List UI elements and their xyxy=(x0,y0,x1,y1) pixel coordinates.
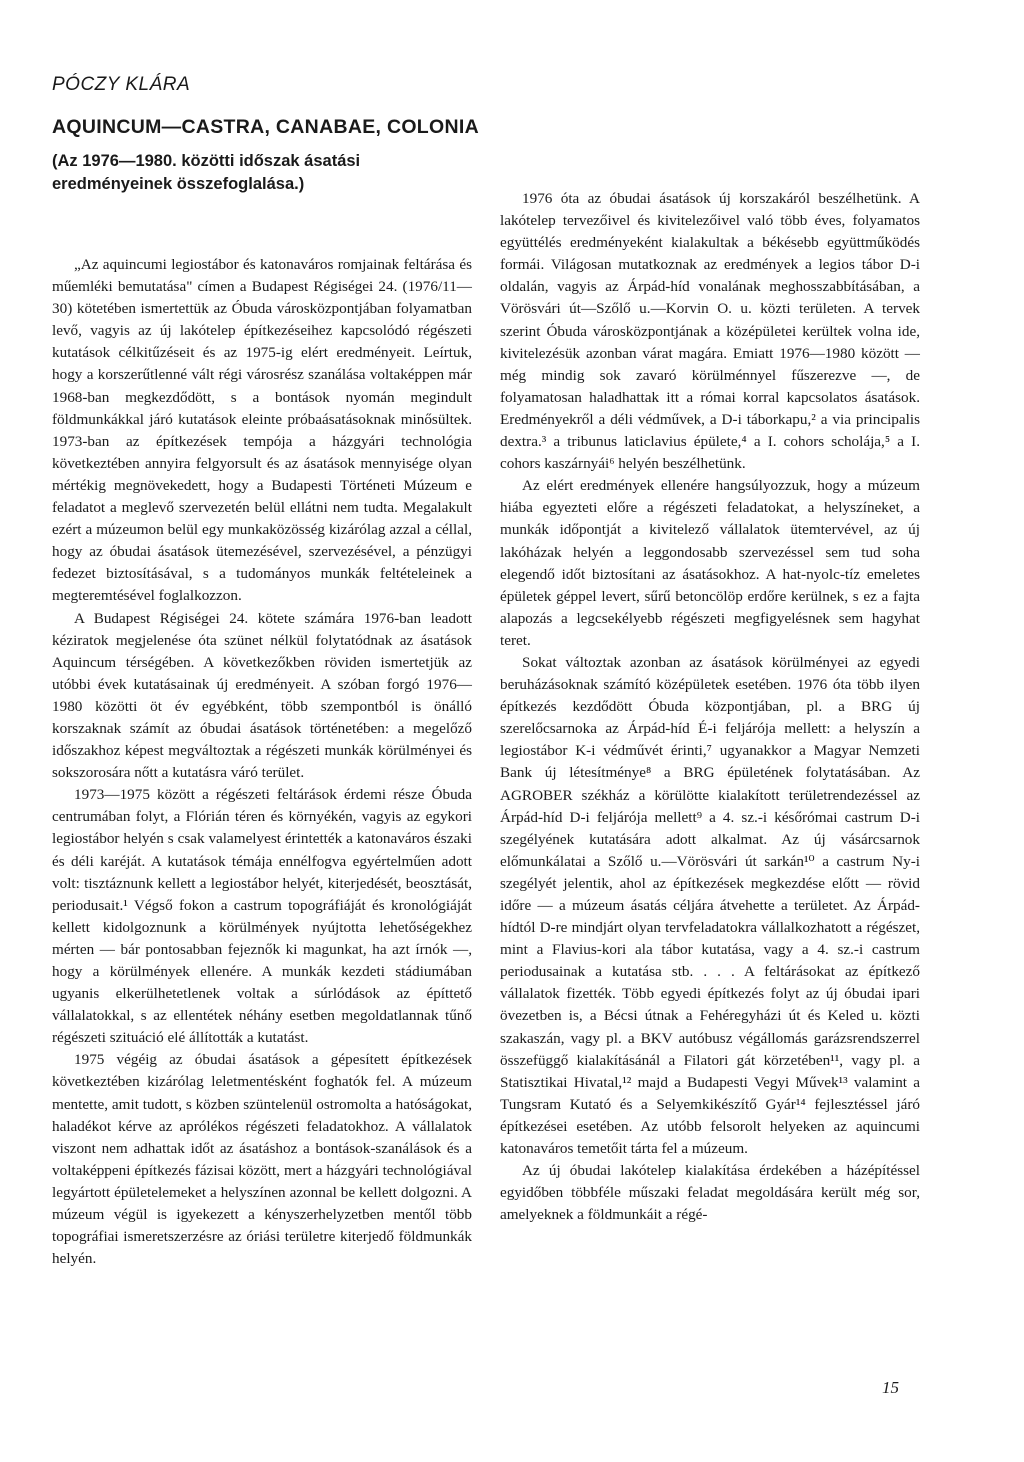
paragraph: 1975 végéig az óbudai ásatások a gépesített építkezések következtében kizárólag leletmentésként foghatók fel. A múzeum mentette, amit tudott, s közben szüntelenül ostromolta a hatóságokat, haladékot kérve az aprólékos régészeti feladatokhoz. A vállalatok viszont nem adhattak időt az ásatáshoz a bontások-szanálások és a voltaképpeni építkezés fázisai között, mert a házgyári technológiával legyártott épületelemeket a helyszínen azonnal be kellett dolgozni. A múzeum végül is igyekezett a kényszerhelyzetben mentől több topográfiai ismeretszerzésre az óriási területre kiterjedő földmunkák helyén. xyxy=(52,1051,472,1268)
page-number: 15 xyxy=(882,1378,899,1397)
paragraph: Az elért eredmények ellenére hangsúlyozzuk, hogy a múzeum hiába egyezteti előre a régészeti feladatokat, a helyszíneket, a munkák időpontját a kivitelező vállalatok ütemtervével, az új lakóházak helyén a leggondosabb szervezéssel sem tud soha elegendő időt biztosítani az ásatásokhoz. A hat-nyolc-tíz emeletes épületek géppel levert, sűrű betoncölöp erdőre kerülnek, s ez a fajta alapozás a legcsekélyebb régészeti megfigyelésnek sem hagyhat teret. xyxy=(500,477,920,649)
paragraph: Sokat változtak azonban az ásatások körülményei az egyedi beruházásoknak számító középületek esetében. 1976 óta több ilyen építkezés kezdődött Óbuda központjában, pl. a BRG új szerelőcsarnoka az Árpád-híd É-i feljárója mellett: a helyszín a legiostábor K-i védművét érinti,⁷ ugyanakkor a Magyar Nemzeti Bank új létesítménye⁸ a BRG épületének folytatásában. Az AGROBER székház a körülötte kialakított területrendezéssel az Árpád-híd D-i feljárója mellett⁹ a 4. sz.-i későrómai castrum D-i szegélyének kutatására adott alkalmat. Az új vásárcsarnok előmunkálatai a Szőlő u.—Vörösvári út sarkán¹⁰ a castrum Ny-i szegélyét jelentik, ahol az építkezések megkezdése előtt — rövid időre — a múzeum ásatás céljára átvehette a területet. Az Árpád-hídtól D-re mindjárt olyan tervfeladatokra vállalkozhatott a régészet, mint a Flavius-kori ala tábor kutatása, vagy a 4. sz.-i castrum periodusainak a kutatása stb. . . . A feltárásokat az építkező vállalatok fizették. Több egyedi építkezés folyt az új óbudai ipari övezetben is, a Bécsi útnak a Fehéregyházi út és Keled u. közti szakaszán, vagy pl. a BKV autóbusz végállomás garázsrendszerrel összefüggő kialakításánál a Filatori gát körzetében¹¹, vagy pl. a Statisztikai Hivatal,¹² majd a Budapesti Vegyi Művek¹³ valamint a Tungsram Kutató és a Selyemkikészítő Gyár¹⁴ fejlesztéssel járó építkezései esetében. Az utóbb felsorolt helyeken az aquincumi katonaváros temetőit tárta fel a múzeum. xyxy=(500,653,920,1158)
right-column xyxy=(500,188,920,1226)
paragraph: 1973—1975 között a régészeti feltárások érdemi része Óbuda centrumában folyt, a Flórián téren és környékén, vagyis az egykori legiostábor helyén s csak valamelyest érintették a katonaváros északi és déli karéját. A kutatások témája ennélfogva egyértelműen adott volt: tisztáznunk kellett a legiostábor helyét, kiterjedését, beosztását, periodusait.¹ Végső fokon a castrum topográfiáját és kronológiáját kellett kidolgoznunk a körülmények nyújtotta lehetőségekhez mérten — bár pontosabban fejeznők ki magunkat, ha azt írnók —, hogy a körülmények ellenére. A munkák kezdeti stádiumában ugyanis elkerülhetetlenek voltak a súrlódások az építtető vállalatokkal, s az ellentétek néhány esetben megoldatlannak tűnő régészeti szituáció elé állították a kutatást. xyxy=(52,786,472,1047)
article-subtitle: (Az 1976—1980. közötti időszak ásatási eredményeinek összefoglalása.) xyxy=(52,152,361,193)
article-title: AQUINCUM—CASTRA, CANABAE, COLONIA xyxy=(52,116,479,138)
paragraph: A Budapest Régiségei 24. kötete számára 1976-ban leadott kéziratok megjelenése óta szünet nélkül folytatódnak az ásatások Aquincum térségében. A következőkben röviden ismertetjük az utóbbi évek kutatásainak új eredményeit. A szóban forgó 1976—1980 közötti öt év egyébként, több szempontból is önálló korszaknak számít az óbudai ásatások történetében: a megelőző időszakhoz képest megváltoztak a régészeti munkák körülményei és sokszorosára nőtt a kutatásra váró terület. xyxy=(52,609,472,782)
left-column xyxy=(52,254,472,1270)
paragraph: 1976 óta az óbudai ásatások új korszakáról beszélhetünk. A lakótelep tervezőivel és kivitelezőivel való több éves, folyamatos együttélés eredményeként kialakultak a békésebb együttműködés formái. Világosan mutatkoznak az eredmények a legios tábor D-i oldalán, vagyis az Árpád-híd vonalának meghosszabbításában, a Vörösvári út—Szőlő u.—Korvin O. u. közti területen. A tervek szerint Óbuda városközpontjának a középületei kerültek volna ide, kivitelezésük azonban várat magára. Emiatt 1976—1980 között — még mindig sok zavaró körülménnyel fűszerezve —, de folyamatosan haladhattak itt a római korral kapcsolatos ásatások. Eredményekről a déli védművek, a D-i táborkapu,² a via principalis dextra.³ a tribunus laticlavius épülete,⁴ a I. cohors scholája,⁵ a I. cohors kaszárnyái⁶ helyén beszélhetünk. xyxy=(500,190,920,473)
paragraph: „Az aquincumi legiostábor és katonaváros romjainak feltárása és műemléki bemutatása" címen a Budapest Régiségei 24. (1976/11—30) kötetében ismertettük az Óbuda városközpontjában folyamatban levő, vagyis az új lakótelep építkezéseihez kapcsolódó régészeti kutatások célkitűzéseit és az 1975-ig elért eredményeit. Leírtuk, hogy a korszerűtlenné vált régi városrész szanálása voltaképpen már 1968-ban megkezdődött, s a bontások nyomán megindult földmunkákkal járó kutatások eleinte próbaásatásoknak minősültek. 1973-ban az építkezések tempója a házgyári technológia következtében annyira felgyorsult és az ásatások mennyisége olyan mértékig megnövekedett, hogy a Budapesti Történeti Múzeum e feladatot a meglevő szervezetén belül ellátni nem tudta. Megalakult ezért a múzeumon belül egy munkaközösség kizárólag azzal a céllal, hogy az óbudai ásatások ütemezésével, szervezésével, a pénzügyi fedezet biztosításával, s a tudományos munkák feltételeinek a megteremtésével foglalkozzon. xyxy=(52,256,472,605)
paragraph: Az új óbudai lakótelep kialakítása érdekében a házépítéssel egyidőben többféle műszaki feladat megoldására került még sor, amelyeknek a földmunkáit a régé- xyxy=(500,1162,920,1224)
author: PÓCZY KLÁRA xyxy=(52,74,191,95)
